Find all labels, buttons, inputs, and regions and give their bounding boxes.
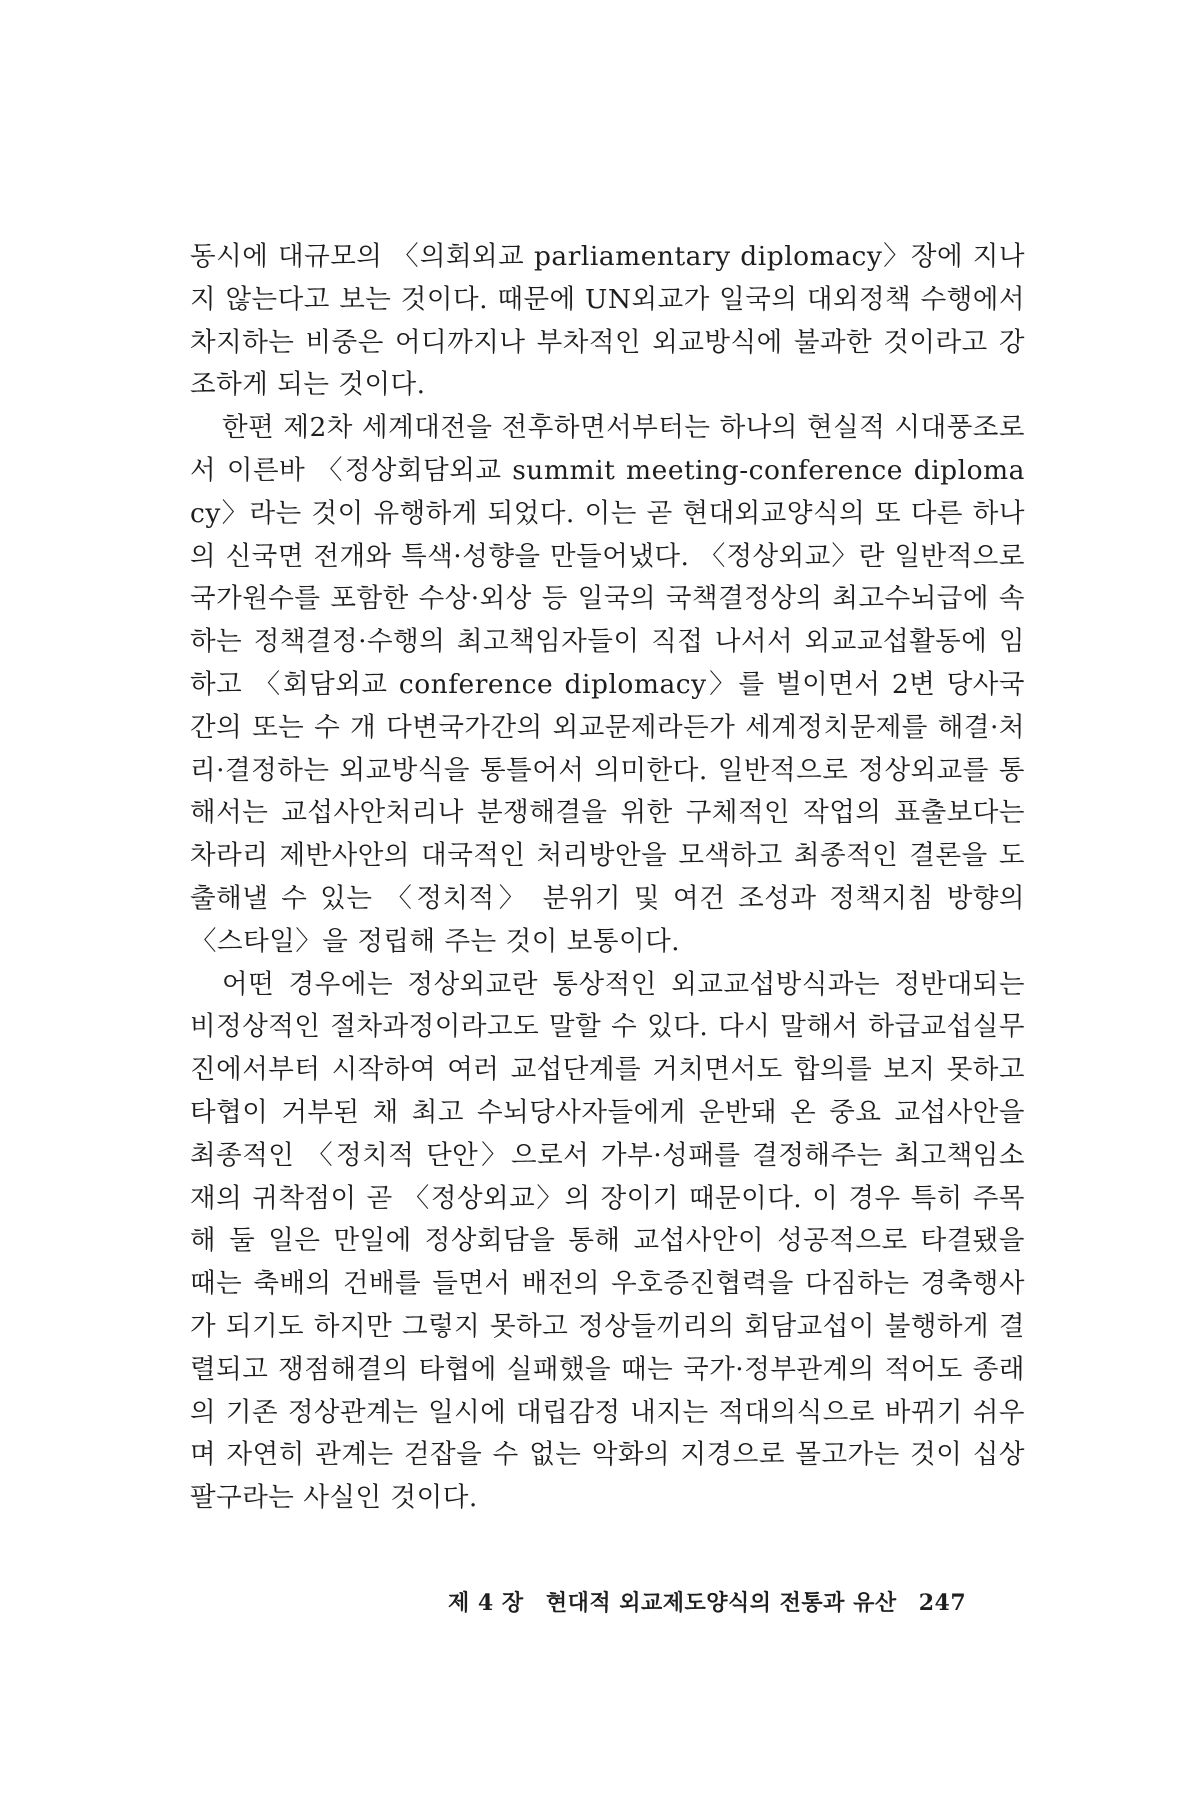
paragraph-1: 동시에 대규모의 〈의회외교 parliamentary diplomacy〉장에 지나지 않는다고 보는 것이다. 때문에 UN외교가 일국의 대외정책 수행에서 차지하는 비중은 어디까지나 부차적인 외교방식에 불과한 것이라고 강조하게 되는 것이다. <box>190 241 1025 401</box>
page-number: 247 <box>918 1590 967 1616</box>
page-body <box>190 236 1025 1520</box>
footer-title: 현대적 외교제도양식의 전통과 유산 <box>545 1590 897 1616</box>
running-footer <box>448 1586 1008 1617</box>
paragraph-2: 한편 제2차 세계대전을 전후하면서부터는 하나의 현실적 시대풍조로서 이른바 〈정상회담외교 summit meeting-conference diplomacy〉라는 것이 유행하게 되었다. 이는 곧 현대외교양식의 또 다른 하나의 신국면 전개와 특색·성향을 만들어냈다. 〈정상외교〉란 일반적으로 국가원수를 포함한 수상·외상 등 일국의 국책결정상의 최고수뇌급에 속하는 정책결정·수행의 최고책임자들이 직접 나서서 외교교섭활동에 임하고 〈회담외교 conference diplomacy〉를 벌이면서 2변 당사국간의 또는 수 개 다변국가간의 외교문제라든가 세계정치문제를 해결·처리·결정하는 외교방식을 통틀어서 의미한다. 일반적으로 정상외교를 통해서는 교섭사안처리나 분쟁해결을 위한 구체적인 작업의 표출보다는 차라리 제반사안의 대국적인 처리방안을 모색하고 최종적인 결론을 도출해낼 수 있는 〈정치적〉 분위기 및 여건 조성과 정책지침 방향의 〈스타일〉을 정립해 주는 것이 보통이다. <box>190 412 1025 957</box>
paragraph-3: 어떤 경우에는 정상외교란 통상적인 외교교섭방식과는 정반대되는 비정상적인 절차과정이라고도 말할 수 있다. 다시 말해서 하급교섭실무진에서부터 시작하여 여러 교섭단계를 거치면서도 합의를 보지 못하고 타협이 거부된 채 최고 수뇌당사자들에게 운반돼 온 중요 교섭사안을 최종적인 〈정치적 단안〉으로서 가부·성패를 결정해주는 최고책임소재의 귀착점이 곧 〈정상외교〉의 장이기 때문이다. 이 경우 특히 주목해 둘 일은 만일에 정상회담을 통해 교섭사안이 성공적으로 타결됐을 때는 축배의 건배를 들면서 배전의 우호증진협력을 다짐하는 경축행사가 되기도 하지만 그렇지 못하고 정상들끼리의 회담교섭이 불행하게 결렬되고 쟁점해결의 타협에 실패했을 때는 국가·정부관계의 적어도 종래의 기존 정상관계는 일시에 대립감정 내지는 적대의식으로 바뀌기 쉬우며 자연히 관계는 걷잡을 수 없는 악화의 지경으로 몰고가는 것이 십상팔구라는 사실인 것이다. <box>190 968 1025 1514</box>
footer-chapter: 제 4 장 <box>448 1590 524 1616</box>
